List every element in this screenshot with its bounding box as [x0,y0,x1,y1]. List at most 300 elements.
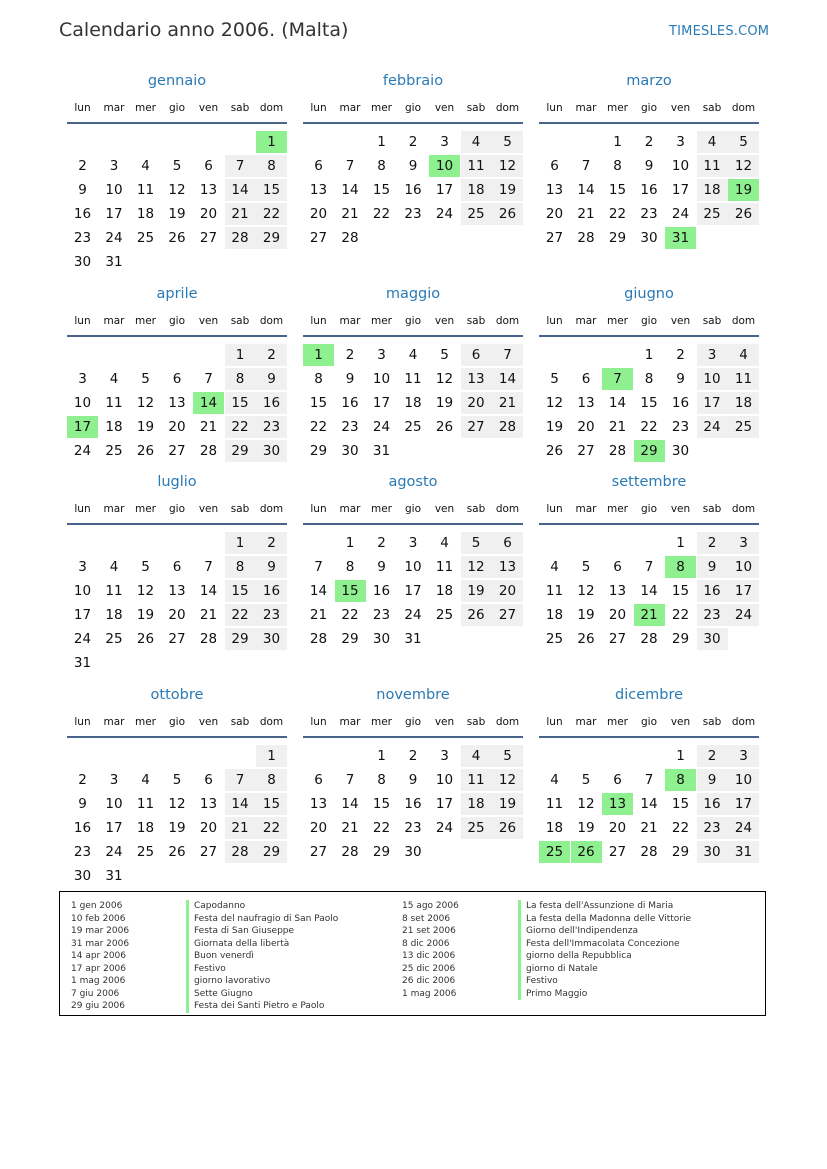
weekday-label: mar [103,102,125,114]
holiday-name: giorno di Natale [518,963,691,976]
day-cell: 1 [377,134,386,150]
day-cell: 15 [225,392,256,414]
day-cell: 17 [728,793,759,815]
day-cell: 30 [341,443,359,459]
day-cell: 4 [697,131,728,153]
day-cell: 27 [199,230,218,246]
day-cell: 7 [644,559,654,575]
day-cell: 20 [492,580,523,602]
day-cell: 6 [550,158,559,174]
day-cell: 8 [345,559,355,575]
day-cell: 30 [640,230,658,246]
weekday-label: ven [434,102,455,114]
day-cell: 19 [492,793,523,815]
day-cell: 27 [168,631,186,647]
day-cell: 18 [435,583,454,599]
day-cell: 23 [73,230,92,246]
weekday-label: mer [370,716,392,728]
weekday-label: mer [606,102,628,114]
day-cell: 22 [640,419,658,435]
day-cell: 21 [341,820,359,836]
day-cell: 17 [404,583,422,599]
day-cell: 8 [225,556,256,578]
day-cell: 17 [728,580,759,602]
holiday-day-cell: 7 [602,368,633,390]
weekday-label: sab [466,503,486,515]
holiday-day-cell: 17 [67,416,98,438]
weekday-header [67,716,287,738]
day-cell: 20 [309,820,328,836]
day-cell: 28 [640,631,658,647]
month-title: luglio [157,474,197,490]
day-cell: 2 [697,532,728,554]
day-cell: 29 [256,841,287,863]
day-cell: 18 [461,179,492,201]
day-cell: 18 [404,395,422,411]
day-cell: 24 [671,206,690,222]
day-cell: 10 [73,395,92,411]
day-cell: 1 [345,535,355,551]
day-cell: 16 [671,395,690,411]
holiday-dates-left [71,900,129,1013]
day-cell: 18 [545,820,564,836]
day-cell: 17 [697,392,728,414]
day-cell: 15 [256,179,287,201]
weekday-label: ven [670,503,691,515]
day-cell: 11 [404,371,422,387]
weekday-label: sab [702,315,722,327]
day-cell: 27 [577,443,595,459]
weekday-label: gio [168,503,185,515]
day-cell: 26 [577,631,595,647]
day-cell: 22 [671,820,690,836]
day-cell: 4 [461,745,492,767]
day-cell: 16 [640,182,658,198]
month-title: settembre [611,474,687,490]
month-title: gennaio [147,73,207,89]
day-cell: 28 [199,443,218,459]
holiday-date: 8 set 2006 [402,913,451,924]
day-cell: 3 [408,535,418,551]
day-cell: 23 [640,206,658,222]
holiday-day-cell: 15 [335,580,366,602]
weekday-header [303,315,523,337]
weekday-label: mer [370,102,392,114]
day-cell: 1 [644,347,654,363]
day-cell: 15 [608,182,627,198]
weekday-label: ven [670,716,691,728]
day-cell: 17 [671,182,690,198]
day-cell: 8 [314,371,323,387]
day-cell: 22 [341,607,359,623]
day-cell: 26 [136,631,155,647]
day-cell: 31 [404,631,422,647]
day-cell: 7 [492,344,523,366]
day-cell: 24 [73,443,92,459]
day-cell: 25 [697,203,728,225]
holiday-name: Capodanno [186,900,338,913]
weekday-label: dom [731,102,756,114]
weekday-label: sab [230,716,250,728]
day-cell: 1 [225,344,256,366]
day-cell: 25 [105,443,123,459]
day-cell: 15 [372,182,391,198]
weekday-label: mer [606,716,628,728]
day-cell: 27 [461,416,492,438]
day-cell: 3 [377,347,386,363]
holiday-date: 29 giu 2006 [71,1001,125,1011]
month-title: ottobre [150,687,204,703]
holiday-day-cell: 10 [429,155,460,177]
day-cell: 18 [545,607,564,623]
day-cell: 24 [728,817,759,839]
day-cell: 26 [168,844,186,860]
weekday-label: mar [339,716,361,728]
day-cell: 14 [341,182,359,198]
day-cell: 14 [225,179,256,201]
day-cell: 4 [109,559,119,575]
day-cell: 14 [225,793,256,815]
day-cell: 11 [461,155,492,177]
day-cell: 6 [492,532,523,554]
holiday-date: 8 dic 2006 [402,938,450,949]
day-cell: 6 [172,371,182,387]
weekday-label: ven [198,102,219,114]
day-cell: 28 [309,631,328,647]
day-cell: 8 [377,158,386,174]
day-cell: 22 [608,206,627,222]
day-cell: 12 [728,155,759,177]
day-cell: 25 [728,416,759,438]
day-cell: 3 [78,559,87,575]
weekday-label: ven [198,503,219,515]
weekday-label: gio [404,716,421,728]
day-cell: 18 [105,607,123,623]
day-cell: 9 [697,769,728,791]
day-cell: 5 [440,347,449,363]
holiday-day-cell: 13 [602,793,633,815]
day-cell: 6 [613,772,622,788]
day-cell: 16 [256,392,287,414]
weekday-label: gio [168,716,185,728]
day-cell: 12 [492,769,523,791]
day-cell: 8 [644,371,654,387]
day-cell: 5 [728,131,759,153]
day-cell: 21 [608,419,627,435]
day-cell: 15 [640,395,658,411]
weekday-label: gio [168,102,185,114]
holiday-day-cell: 19 [728,179,759,201]
day-cell: 13 [309,796,328,812]
day-cell: 27 [545,230,564,246]
day-cell: 6 [314,772,323,788]
holiday-name: Festivo [518,975,691,988]
day-cell: 7 [345,158,355,174]
day-cell: 31 [372,443,391,459]
day-cell: 6 [204,158,213,174]
day-cell: 21 [199,607,218,623]
site-link[interactable]: TIMESLES.COM [669,24,770,39]
day-cell: 6 [204,772,213,788]
weekday-label: gio [168,315,185,327]
day-cell: 10 [372,371,391,387]
day-cell: 7 [644,772,654,788]
weekday-label: dom [259,315,284,327]
day-cell: 23 [341,419,359,435]
day-cell: 24 [372,419,391,435]
holiday-names-right [518,900,691,1000]
day-cell: 20 [461,392,492,414]
weekday-label: sab [466,102,486,114]
weekday-header [539,315,759,337]
weekday-label: gio [404,315,421,327]
day-cell: 9 [78,182,87,198]
weekday-label: mar [575,315,597,327]
day-cell: 24 [105,230,123,246]
weekday-label: dom [495,503,520,515]
day-cell: 26 [461,604,492,626]
day-cell: 4 [461,131,492,153]
weekday-header [539,503,759,525]
weekday-label: mar [575,102,597,114]
day-cell: 4 [550,559,559,575]
day-cell: 25 [136,844,155,860]
weekday-label: lun [310,102,327,114]
day-cell: 26 [435,419,454,435]
weekday-label: mer [606,503,628,515]
weekday-label: mar [103,503,125,515]
day-cell: 4 [408,347,418,363]
day-cell: 8 [377,772,386,788]
day-cell: 12 [168,182,186,198]
day-cell: 9 [256,368,287,390]
day-cell: 24 [728,604,759,626]
weekday-label: lun [546,315,563,327]
day-cell: 18 [697,179,728,201]
weekday-label: mer [134,102,156,114]
holiday-name: Festa dell'Immacolata Concezione [518,938,691,951]
weekday-label: ven [434,315,455,327]
day-cell: 16 [404,182,422,198]
day-cell: 25 [461,817,492,839]
weekday-label: dom [259,503,284,515]
day-cell: 16 [697,580,728,602]
holiday-date: 1 gen 2006 [71,901,123,911]
day-cell: 5 [581,559,591,575]
day-cell: 1 [613,134,622,150]
day-cell: 30 [256,628,287,650]
holiday-day-cell: 1 [303,344,334,366]
day-cell: 6 [314,158,323,174]
day-cell: 22 [225,604,256,626]
day-cell: 3 [728,532,759,554]
weekday-label: mer [606,315,628,327]
day-cell: 1 [676,535,685,551]
day-cell: 4 [109,371,119,387]
day-cell: 4 [141,772,150,788]
weekday-label: ven [198,716,219,728]
holiday-date: 17 apr 2006 [71,963,127,974]
day-cell: 18 [728,392,759,414]
day-cell: 2 [256,344,287,366]
holiday-date: 15 ago 2006 [402,901,459,911]
weekday-label: dom [259,102,284,114]
weekday-label: gio [640,102,657,114]
day-cell: 3 [109,158,119,174]
month-title: giugno [624,286,674,302]
holiday-date: 14 apr 2006 [71,951,127,961]
holiday-name: giorno della Repubblica [518,950,691,963]
holiday-dates-right [402,900,459,1000]
day-cell: 15 [372,796,391,812]
holiday-day-cell: 1 [256,131,287,153]
day-cell: 15 [671,583,690,599]
day-cell: 3 [78,371,87,387]
day-cell: 2 [408,748,418,764]
day-cell: 31 [728,841,759,863]
day-cell: 12 [136,583,155,599]
weekday-label: lun [546,716,563,728]
day-cell: 25 [105,631,123,647]
day-cell: 19 [577,820,595,836]
month-title: novembre [376,687,450,703]
month-title: febbraio [382,73,444,89]
weekday-header [67,315,287,337]
day-cell: 5 [461,532,492,554]
day-cell: 2 [345,347,355,363]
day-cell: 9 [408,772,418,788]
day-cell: 31 [105,868,123,884]
weekday-header [539,716,759,738]
day-cell: 7 [345,772,355,788]
day-cell: 13 [545,182,564,198]
day-cell: 20 [545,206,564,222]
day-cell: 27 [492,604,523,626]
day-cell: 28 [225,227,256,249]
weekday-label: lun [546,503,563,515]
day-cell: 7 [581,158,591,174]
day-cell: 11 [136,796,155,812]
day-cell: 19 [136,607,155,623]
day-cell: 3 [728,745,759,767]
day-cell: 11 [545,796,564,812]
day-cell: 23 [697,817,728,839]
day-cell: 19 [168,820,186,836]
day-cell: 23 [256,416,287,438]
day-cell: 10 [671,158,690,174]
weekday-label: mar [103,315,125,327]
day-cell: 30 [73,868,92,884]
weekday-label: mer [134,315,156,327]
day-cell: 30 [73,254,92,270]
day-cell: 2 [256,532,287,554]
day-cell: 19 [492,179,523,201]
day-cell: 13 [461,368,492,390]
day-cell: 9 [377,559,386,575]
day-cell: 10 [435,772,454,788]
weekday-label: sab [230,503,250,515]
day-cell: 28 [492,416,523,438]
day-cell: 5 [550,371,559,387]
weekday-header [67,102,287,124]
weekday-label: ven [670,102,691,114]
holiday-date: 21 set 2006 [402,926,456,936]
day-cell: 22 [671,607,690,623]
day-cell: 9 [256,556,287,578]
weekday-label: sab [702,102,722,114]
day-cell: 11 [545,583,564,599]
day-cell: 13 [309,182,328,198]
day-cell: 26 [728,203,759,225]
day-cell: 6 [613,559,622,575]
weekday-label: sab [230,102,250,114]
weekday-label: ven [198,315,219,327]
day-cell: 23 [256,604,287,626]
weekday-label: gio [640,315,657,327]
weekday-label: ven [434,503,455,515]
holiday-name: giorno lavorativo [186,975,338,988]
weekday-label: sab [230,315,250,327]
day-cell: 20 [608,820,627,836]
day-cell: 3 [440,134,449,150]
day-cell: 9 [644,158,654,174]
day-cell: 27 [608,631,627,647]
day-cell: 5 [581,772,591,788]
day-cell: 13 [492,556,523,578]
day-cell: 23 [404,206,422,222]
day-cell: 18 [105,419,123,435]
weekday-label: mer [370,503,392,515]
day-cell: 7 [204,559,213,575]
day-cell: 9 [676,371,685,387]
holiday-day-cell: 29 [634,440,665,462]
day-cell: 5 [172,158,182,174]
day-cell: 13 [577,395,595,411]
day-cell: 29 [671,631,690,647]
day-cell: 24 [435,820,454,836]
day-cell: 21 [640,820,658,836]
page-title: Calendario anno 2006. (Malta) [59,19,349,41]
day-cell: 14 [640,796,658,812]
weekday-label: dom [495,102,520,114]
holiday-date: 13 dic 2006 [402,951,456,961]
day-cell: 26 [168,230,186,246]
day-cell: 17 [73,607,92,623]
day-cell: 21 [492,392,523,414]
weekday-label: dom [731,503,756,515]
weekday-label: lun [74,315,91,327]
weekday-label: dom [731,716,756,728]
day-cell: 22 [309,419,328,435]
day-cell: 23 [404,820,422,836]
weekday-label: mar [575,503,597,515]
weekday-label: mar [575,716,597,728]
day-cell: 5 [492,745,523,767]
day-cell: 12 [435,371,454,387]
weekday-header [303,716,523,738]
day-cell: 12 [545,395,564,411]
holiday-name: Festa dei Santi Pietro e Paolo [186,1000,338,1013]
day-cell: 7 [204,371,213,387]
weekday-header [539,102,759,124]
day-cell: 6 [581,371,591,387]
day-cell: 14 [640,583,658,599]
day-cell: 21 [199,419,218,435]
weekday-label: lun [74,716,91,728]
day-cell: 13 [168,583,186,599]
day-cell: 22 [372,820,391,836]
day-cell: 3 [440,748,449,764]
